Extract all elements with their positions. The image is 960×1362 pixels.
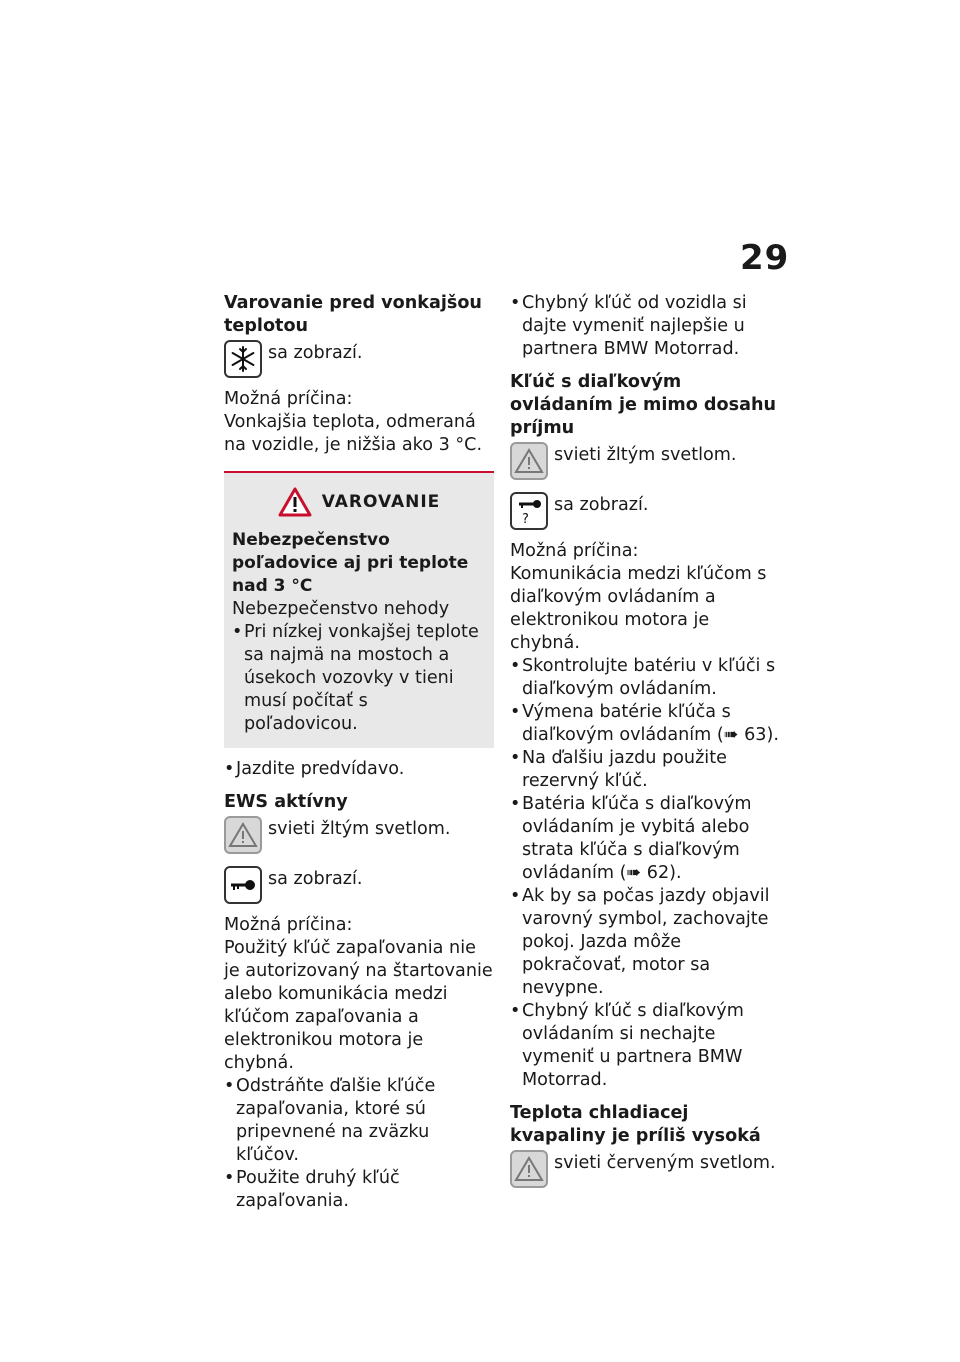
top-bullets bbox=[510, 292, 780, 361]
snowflake-status-text: sa zobrazí. bbox=[268, 343, 363, 363]
list-item: • Skontrolujte batériu v kľúči s diaľkovým ovládaním. bbox=[510, 655, 780, 701]
coolant-warning-status: svieti červeným svetlom. bbox=[554, 1153, 776, 1173]
key-question-icon bbox=[510, 492, 548, 530]
icon-row-ews-key bbox=[224, 866, 494, 904]
section-title-remote-key: Kľúč s diaľkovým ovládaním je mimo dosahu príjmu bbox=[510, 372, 777, 438]
list-item: • Pri nízkej vonkajšej teplote sa najmä na mostoch a úsekoch vozovky v tieni musí počítať s poľadovicou. bbox=[232, 621, 486, 736]
list-item: • Na ďalšiu jazdu použite rezervný kľúč. bbox=[510, 747, 780, 793]
cause-text: Použitý kľúč zapaľovania nie je autorizovaný na štartovanie alebo komunikácia medzi kľúčom zapaľovania a elektronikou motora je chybná. bbox=[224, 938, 493, 1073]
icon-row-coolant-warning bbox=[510, 1150, 780, 1188]
cause-text: Komunikácia medzi kľúčom s diaľkovým ovládaním a elektronikou motora je chybná. bbox=[510, 564, 767, 653]
warning-sub: Nebezpečenstvo nehody bbox=[232, 599, 450, 619]
list-item: • Chybný kľúč od vozidla si dajte vymeniť najlepšie u partnera BMW Motorrad. bbox=[510, 292, 780, 361]
warning-triangle-icon bbox=[510, 1150, 548, 1188]
warning-triangle-icon bbox=[510, 442, 548, 480]
snowflake-icon bbox=[224, 340, 262, 378]
after-warning-bullets bbox=[224, 758, 494, 781]
left-column bbox=[224, 292, 494, 1213]
list-item: • Použite druhý kľúč zapaľovania. bbox=[224, 1167, 494, 1213]
svg-text:?: ? bbox=[522, 512, 529, 525]
icon-row-remote-warning bbox=[510, 442, 780, 480]
warning-box bbox=[224, 471, 494, 748]
ews-warning-status: svieti žltým svetlom. bbox=[268, 819, 451, 839]
ews-bullets bbox=[224, 1075, 494, 1213]
list-item: • Výmena batérie kľúča s diaľkovým ovládaním (➠ 63). bbox=[510, 701, 780, 747]
cause-label: Možná príčina: bbox=[224, 389, 353, 409]
warning-triangle-icon bbox=[224, 816, 262, 854]
icon-row-snowflake bbox=[224, 340, 494, 378]
page-number: 29 bbox=[740, 238, 790, 278]
warning-bullets bbox=[232, 621, 486, 736]
list-item: • Chybný kľúč s diaľkovým ovládaním si nechajte vymeniť u partnera BMW Motorrad. bbox=[510, 1000, 780, 1092]
cause-text: Vonkajšia teplota, odmeraná na vozidle, je nižšia ako 3 °C. bbox=[224, 412, 483, 455]
section-title-coolant: Teplota chladiacej kvapaliny je príliš vysoká bbox=[510, 1103, 761, 1146]
section-title-outside-temp: Varovanie pred vonkajšou teplotou bbox=[224, 293, 482, 336]
remote-key-status: sa zobrazí. bbox=[554, 495, 649, 515]
section-title-ews: EWS aktívny bbox=[224, 792, 348, 812]
list-item: • Odstráňte ďalšie kľúče zapaľovania, ktoré sú pripevnené na zväzku kľúčov. bbox=[224, 1075, 494, 1167]
right-column bbox=[510, 292, 780, 1188]
cause-label: Možná príčina: bbox=[224, 915, 353, 935]
ews-key-status: sa zobrazí. bbox=[268, 869, 363, 889]
warning-heading: Nebezpečenstvo poľadovice aj pri teplote nad 3 °C bbox=[232, 530, 469, 596]
cause-label: Možná príčina: bbox=[510, 541, 639, 561]
remote-warning-status: svieti žltým svetlom. bbox=[554, 445, 737, 465]
icon-row-remote-key bbox=[510, 492, 780, 530]
list-item: • Batéria kľúča s diaľkovým ovládaním je vybitá alebo strata kľúča s diaľkovým ovládaním (➠ 62). bbox=[510, 793, 780, 885]
warning-title bbox=[232, 487, 486, 517]
list-item: • Ak by sa počas jazdy objavil varovný symbol, zachovajte pokoj. Jazda môže pokračovať, motor sa nevypne. bbox=[510, 885, 780, 1000]
warning-label: VAROVANIE bbox=[321, 491, 441, 512]
list-item: • Jazdite predvídavo. bbox=[224, 758, 494, 781]
key-icon bbox=[224, 866, 262, 904]
icon-row-ews-warning bbox=[224, 816, 494, 854]
warning-triangle-icon bbox=[278, 487, 312, 517]
remote-bullets bbox=[510, 655, 780, 1092]
